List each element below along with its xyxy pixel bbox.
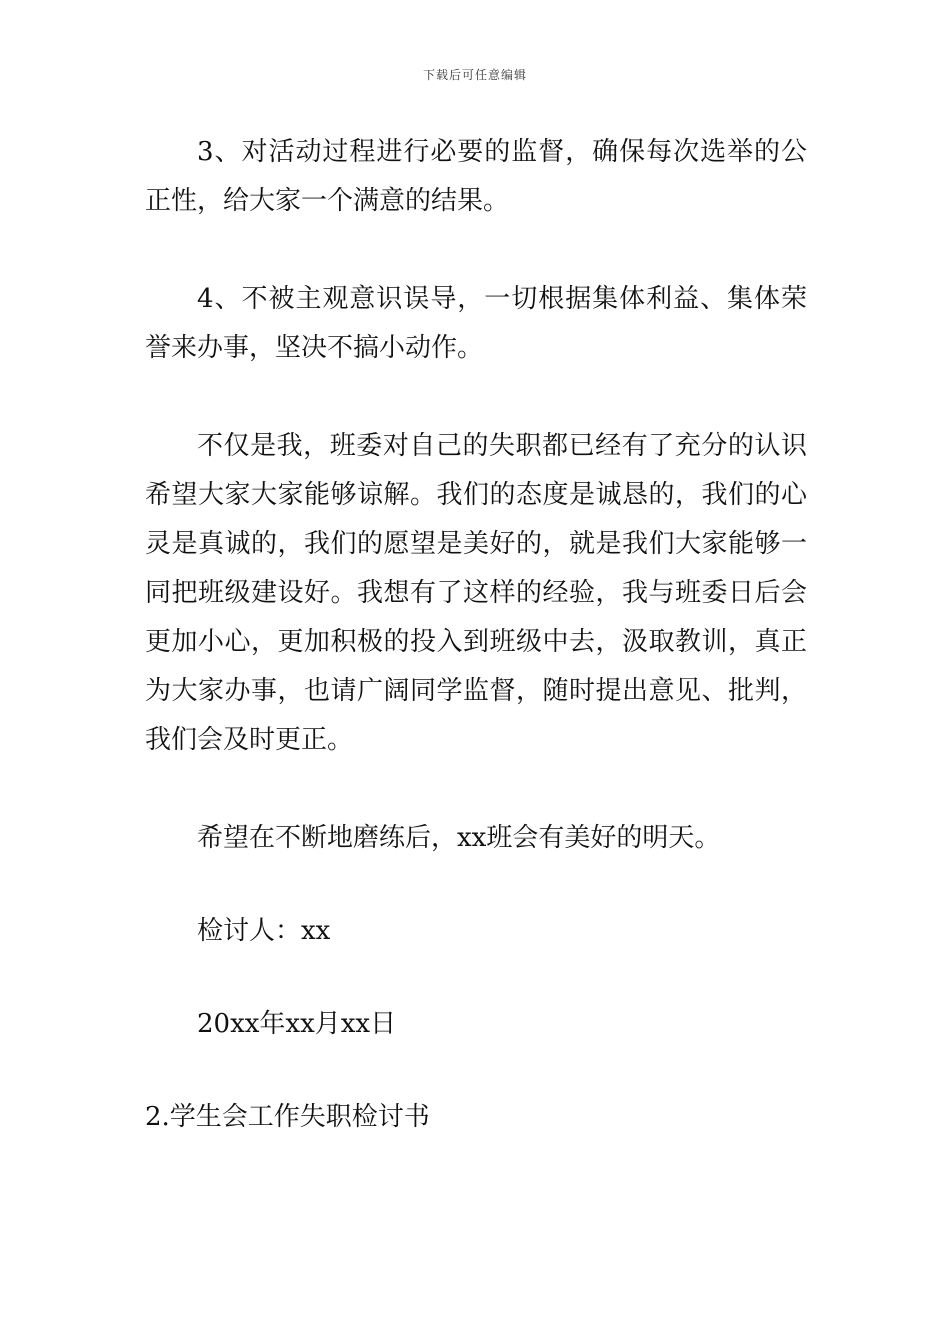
paragraph-apology: 不仅是我，班委对自己的失职都已经有了充分的认识希望大家大家能够谅解。我们的态度是诚恳的，我们的心灵是真诚的，我们的愿望是美好的，就是我们大家能够一同把班级建设好。我想有了这样的经验，我与班委日后会更加小心，更加积极的投入到班级中去，汲取教训，真正为大家办事，也请广阔同学监督，随时提出意见、批判，我们会及时更正。 xyxy=(145,431,807,755)
document-body xyxy=(145,128,807,1142)
paragraph-spacer xyxy=(145,765,807,814)
paragraph-spacer xyxy=(145,373,807,422)
section-heading: 2.学生会工作失职检讨书 xyxy=(145,1102,430,1132)
paragraph-hope: 希望在不断地磨练后，xx班会有美好的明天。 xyxy=(197,823,721,853)
paragraph-item-4: 4、不被主观意识误导，一切根据集体利益、集体荣誉来办事，坚决不搞小动作。 xyxy=(145,284,807,363)
paragraph-spacer xyxy=(145,863,807,907)
paragraph-spacer xyxy=(145,226,807,275)
paragraph-spacer xyxy=(145,1049,807,1093)
date-line: 20xx年xx月xx日 xyxy=(197,1009,397,1039)
paragraph-item-3: 3、对活动过程进行必要的监督，确保每次选举的公正性，给大家一个满意的结果。 xyxy=(145,137,807,216)
paragraph-spacer xyxy=(145,956,807,1000)
header-note: 下载后可任意编辑 xyxy=(422,68,527,82)
signature-line: 检讨人：xx xyxy=(197,916,331,946)
